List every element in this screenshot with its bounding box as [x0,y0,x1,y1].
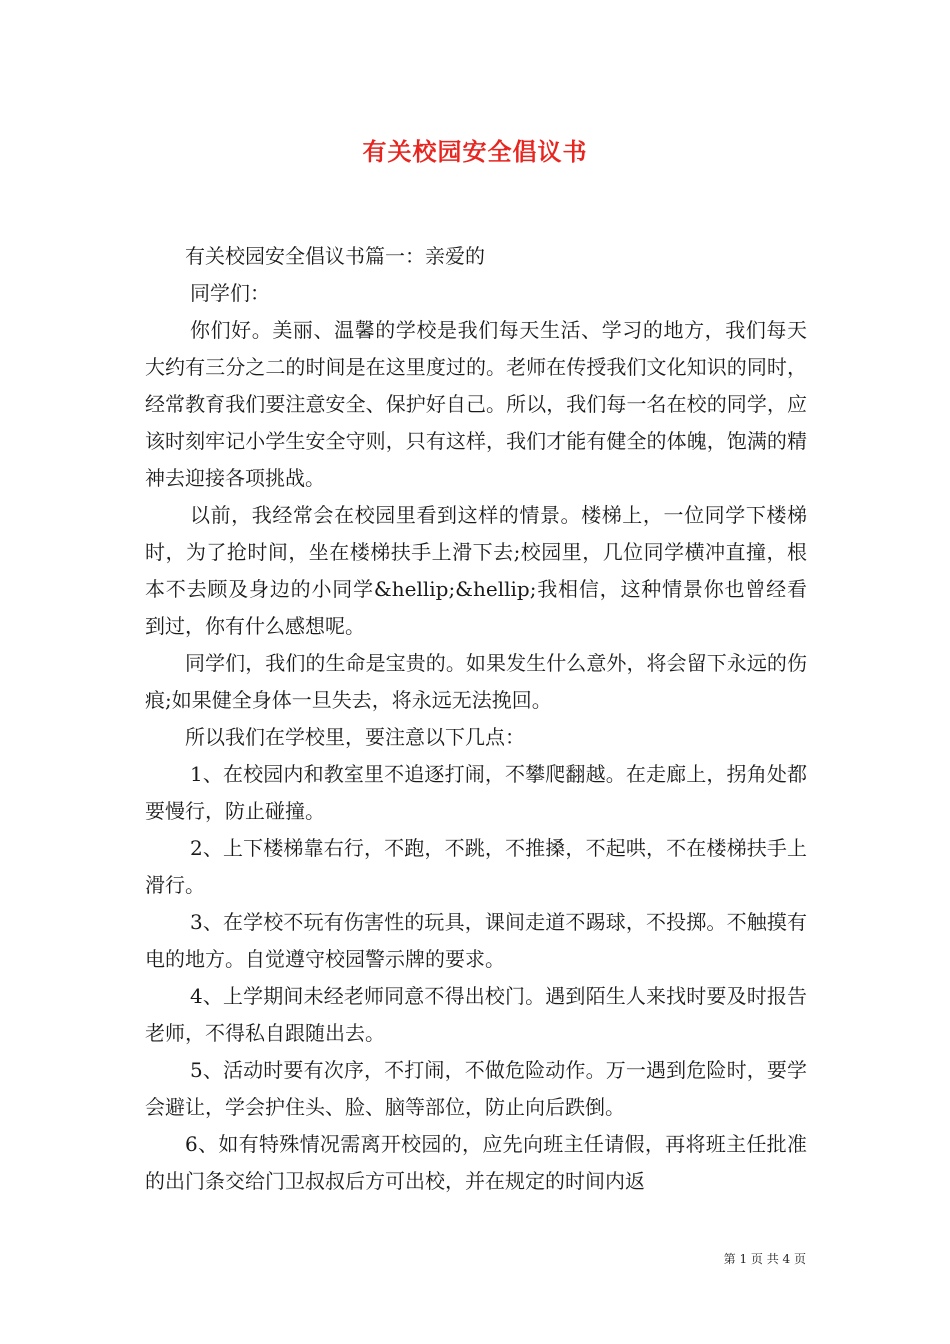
list-item: 4、上学期间未经老师同意不得出校门。遇到陌生人来找时要及时报告老师，不得私自跟随出去。 [145,984,807,1045]
paragraph-salutation: 同学们： [190,281,270,305]
paragraph-observation: 以前，我经常会在校园里看到这样的情景。楼梯上，一位同学下楼梯时，为了抢时间，坐在楼梯扶手上滑下去;校园里，几位同学横冲直撞，根本不去顾及身边的小同学&hellip;&hellip;我相信，这种情景你也曾经看到过，你有什么感想呢。 [145,503,807,638]
document-body [145,238,807,1200]
list-item: 5、活动时要有次序，不打闹，不做危险动作。万一遇到危险时，要学会避让，学会护住头、脸、脑等部位，防止向后跌倒。 [145,1058,807,1119]
list-item: 6、如有特殊情况需离开校园的，应先向班主任请假，再将班主任批准的出门条交给门卫叔叔后方可出校，并在规定的时间内返 [145,1132,807,1193]
paragraph-points-intro: 所以我们在学校里，要注意以下几点： [185,725,525,749]
paragraph-intro: 有关校园安全倡议书篇一：亲爱的 [185,244,485,268]
list-item: 2、上下楼梯靠右行，不跑，不跳，不推搡，不起哄，不在楼梯扶手上滑行。 [145,836,807,897]
paragraph-greeting: 你们好。美丽、温馨的学校是我们每天生活、学习的地方，我们每天大约有三分之二的时间是在这里度过的。老师在传授我们文化知识的同时，经常教育我们要注意安全、保护好自己。所以，我们每一名在校的同学，应该时刻牢记小学生安全守则，只有这样，我们才能有健全的体魄，饱满的精神去迎接各项挑战。 [145,318,807,490]
list-item: 3、在学校不玩有伤害性的玩具，课间走道不踢球，不投掷。不触摸有电的地方。自觉遵守校园警示牌的要求。 [145,910,807,971]
page-number: 第 1 页 共 4 页 [723,1252,806,1266]
document-title: 有关校园安全倡议书 [362,137,588,166]
list-item: 1、在校园内和教室里不追逐打闹，不攀爬翻越。在走廊上，拐角处都要慢行，防止碰撞。 [145,762,807,823]
paragraph-life-value: 同学们，我们的生命是宝贵的。如果发生什么意外，将会留下永远的伤痕;如果健全身体一旦失去，将永远无法挽回。 [145,651,807,712]
